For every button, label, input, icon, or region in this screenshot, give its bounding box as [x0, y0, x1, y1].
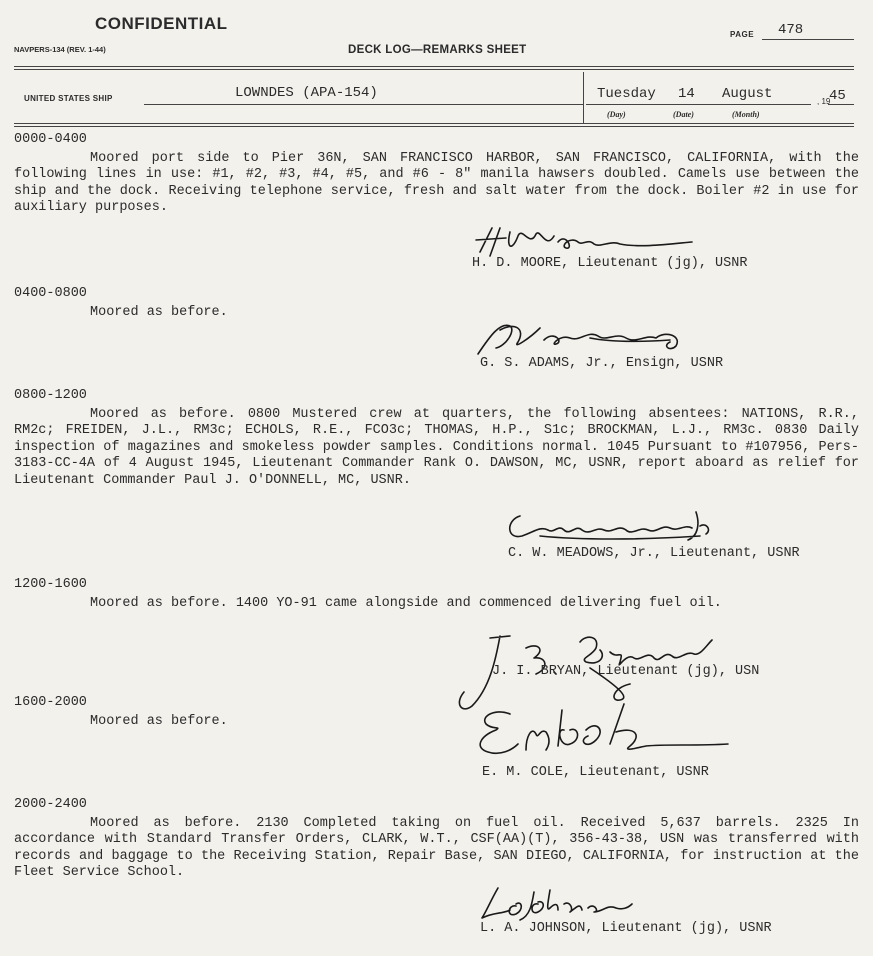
date-divider	[583, 72, 584, 124]
classification-stamp: CONFIDENTIAL	[95, 14, 228, 33]
log-entry-2000-2400	[14, 797, 859, 882]
signature-block: L. A. JOHNSON, Lieutenant (jg), USNR	[480, 921, 772, 936]
watch-time: 0800-1200	[14, 388, 87, 403]
page-number: 478	[778, 22, 804, 38]
caption-day: (Day)	[607, 110, 626, 119]
page-label: PAGE	[730, 30, 755, 39]
watch-time: 1600-2000	[14, 695, 87, 710]
log-entry-0800-1200	[14, 388, 859, 489]
form-number: NAVPERS-134 (REV. 1-44)	[14, 45, 106, 54]
handwritten-signature-cole	[466, 700, 736, 762]
caption-date: (Date)	[673, 110, 694, 119]
log-month: August	[722, 86, 773, 102]
log-date: 14	[678, 86, 695, 102]
signature-block: H. D. MOORE, Lieutenant (jg), USNR	[472, 256, 748, 271]
log-entry-1200-1600	[14, 577, 859, 612]
sheet-title: DECK LOG—REMARKS SHEET	[348, 44, 527, 56]
watch-time: 1200-1600	[14, 577, 87, 592]
ship-label: UNITED STATES SHIP	[24, 94, 113, 103]
watch-time: 0400-0800	[14, 286, 87, 301]
header-rule-top-2	[14, 69, 854, 70]
entry-remarks: Moored port side to Pier 36N, SAN FRANCISCO HARBOR, SAN FRANCISCO, CALIFORNIA, with the following lines in use: #1, #2, #3, #4, #5, and #6 - 8" manila hawsers doubled. Camels use between the ship and the dock. Receiving telephone service, fresh and salt water from the dock. Boiler #2 in use for auxiliary purposes.	[14, 150, 859, 215]
log-entry-0000-0400	[14, 132, 859, 217]
caption-month: (Month)	[732, 110, 760, 119]
entry-remarks: Moored as before. 0800 Mustered crew at quarters, the following absentees: NATIONS, R.R., RM2c; FREIDEN, J.L., RM3c; ECHOLS, R.E., FCO3c; THOMAS, H.P., S1c; BROCKMAN, L.J., RM3c. 0830 Daily inspection of magazines and smokeless powder samples. Conditions normal. 1045 Pursuant to #107956, Pers-3183-CC-4A of 4 August 1945, Lieutenant Commander Rank O. DAWSON, MC, USNR, report aboard as relief for Lieutenant Commander Paul J. O'DONNELL, MC, USNR.	[14, 406, 859, 488]
year-prefix: , 19	[817, 97, 831, 106]
ship-name-line	[144, 104, 584, 105]
handwritten-signature-adams	[470, 316, 720, 358]
signature-block: J. I. BRYAN, Lieutenant (jg), USN	[492, 664, 760, 679]
entry-remarks: Moored as before. 2130 Completed taking on fuel oil. Received 5,637 barrels. 2325 In accordance with Standard Transfer Orders, CLARK, W.T., CSF(AA)(T), 356-43-38, USN was transferred with records and baggage to the Receiving Station, Repair Base, SAN DIEGO, CALIFORNIA, for instruction at the Fleet Service School.	[14, 815, 859, 880]
watch-time: 0000-0400	[14, 132, 87, 147]
log-day: Tuesday	[597, 86, 656, 102]
watch-time: 2000-2400	[14, 797, 87, 812]
ship-name: LOWNDES (APA-154)	[235, 85, 378, 101]
entry-remarks: Moored as before.	[90, 304, 228, 320]
signature-block: C. W. MEADOWS, Jr., Lieutenant, USNR	[508, 546, 800, 561]
signature-block: G. S. ADAMS, Jr., Ensign, USNR	[480, 356, 724, 371]
entry-remarks: Moored as before.	[90, 713, 228, 729]
handwritten-signature-meadows	[500, 506, 730, 546]
page-number-line	[762, 39, 854, 40]
log-entry-0400-0800	[14, 286, 859, 321]
header-rule-top	[14, 66, 854, 67]
entry-remarks: Moored as before. 1400 YO-91 came alongside and commenced delivering fuel oil.	[90, 595, 722, 611]
header-rule-bottom-2	[14, 126, 854, 127]
handwritten-signature-johnson	[476, 882, 636, 924]
header-rule-bottom	[14, 123, 854, 124]
date-line	[586, 104, 811, 105]
log-year: 45	[829, 88, 846, 104]
signature-block: E. M. COLE, Lieutenant, USNR	[482, 765, 709, 780]
year-line	[828, 104, 854, 105]
